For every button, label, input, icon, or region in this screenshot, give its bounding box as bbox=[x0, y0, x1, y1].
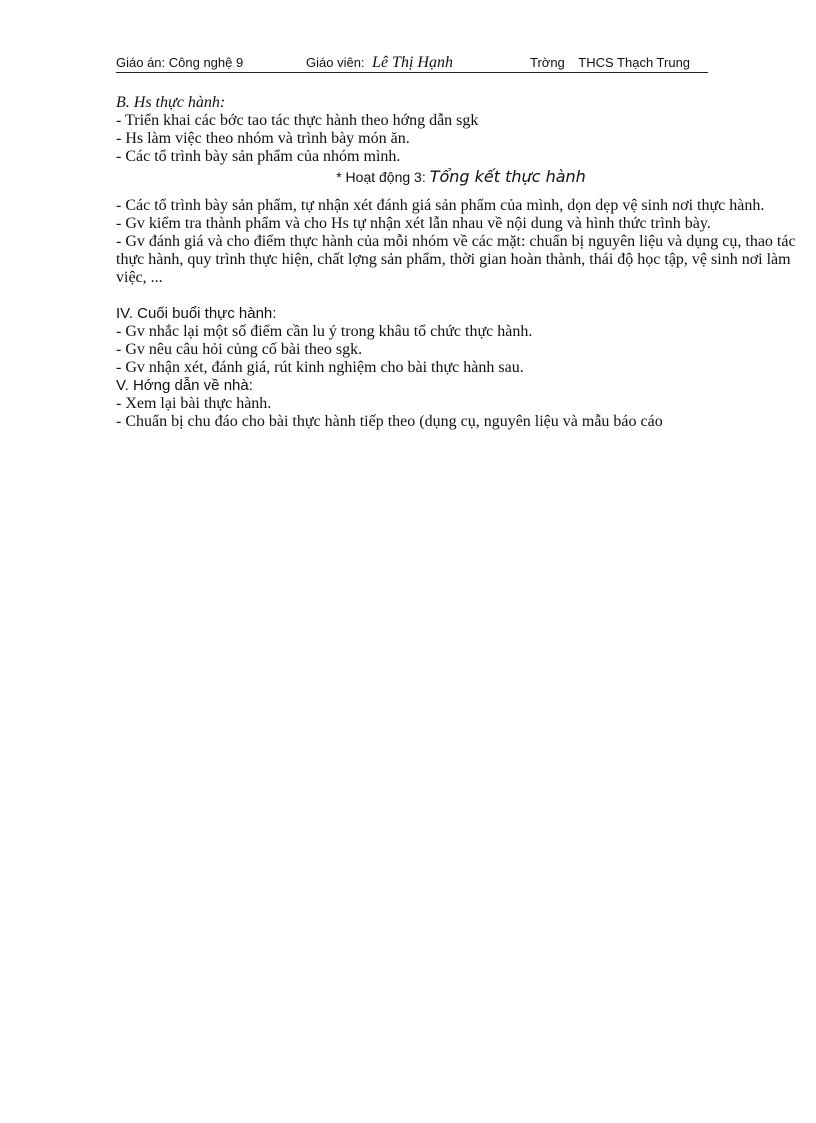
section-iv-title: IV. Cuối buổi thực hành: bbox=[116, 305, 277, 322]
activity-3-lead: * Hoạt động 3: bbox=[336, 169, 426, 185]
list-item: - Gv nhắc lại một số điểm cần lu ý trong khâu tổ chức thực hành. bbox=[116, 323, 533, 340]
teacher-name: Lê Thị Hạnh bbox=[372, 54, 453, 71]
list-item: - Gv kiểm tra thành phẩm và cho Hs tự nhận xét lẫn nhau về nội dung và hình thức trình bày. bbox=[116, 215, 711, 232]
spacer bbox=[116, 287, 806, 305]
list-item: - Các tổ trình bày sản phẩm của nhóm mình. bbox=[116, 148, 401, 165]
list-item: - Triển khai các bớc tao tác thực hành theo hớng dẫn sgk bbox=[116, 112, 479, 129]
activity-3-heading bbox=[116, 168, 806, 187]
lesson-label: Giáo án: Công nghệ 9 bbox=[116, 55, 244, 70]
list-item: - Hs làm việc theo nhóm và trình bày món ăn. bbox=[116, 130, 410, 147]
activity-3-title: Tổng kết thực hành bbox=[429, 167, 586, 186]
list-item: - Gv nhận xét, đánh giá, rút kinh nghiệm cho bài thực hành sau. bbox=[116, 359, 524, 376]
page-header bbox=[116, 54, 708, 73]
school-name: THCS Thạch Trung bbox=[578, 55, 691, 70]
section-b-title: B. Hs thực hành: bbox=[116, 94, 226, 111]
list-item: - Xem lại bài thực hành. bbox=[116, 395, 272, 412]
list-item: - Gv đánh giá và cho điểm thực hành của mỗi nhóm về các mặt: chuẩn bị nguyên liệu và dụng cụ, thao tác thực hành, quy trình thực hiện, chất lợng sản phẩm, thời gian hoàn thành, thái độ học tập, vệ sinh nơi làm việc, ... bbox=[116, 233, 796, 286]
list-item: - Các tổ trình bày sản phẩm, tự nhận xét đánh giá sản phẩm của mình, dọn dẹp vệ sinh nơi thực hành. bbox=[116, 197, 765, 214]
list-item: - Gv nêu câu hỏi củng cố bài theo sgk. bbox=[116, 341, 363, 358]
teacher-label: Giáo viên: bbox=[306, 55, 365, 70]
document-body bbox=[116, 94, 806, 431]
section-v-title: V. Hớng dẫn về nhà: bbox=[116, 377, 253, 394]
school-label: Trờng bbox=[530, 55, 565, 70]
teacher-info bbox=[306, 54, 453, 73]
list-item: - Chuẩn bị chu đáo cho bài thực hành tiếp theo (dụng cụ, nguyên liệu và mẫu báo cáo bbox=[116, 413, 663, 430]
school-info bbox=[530, 54, 690, 73]
